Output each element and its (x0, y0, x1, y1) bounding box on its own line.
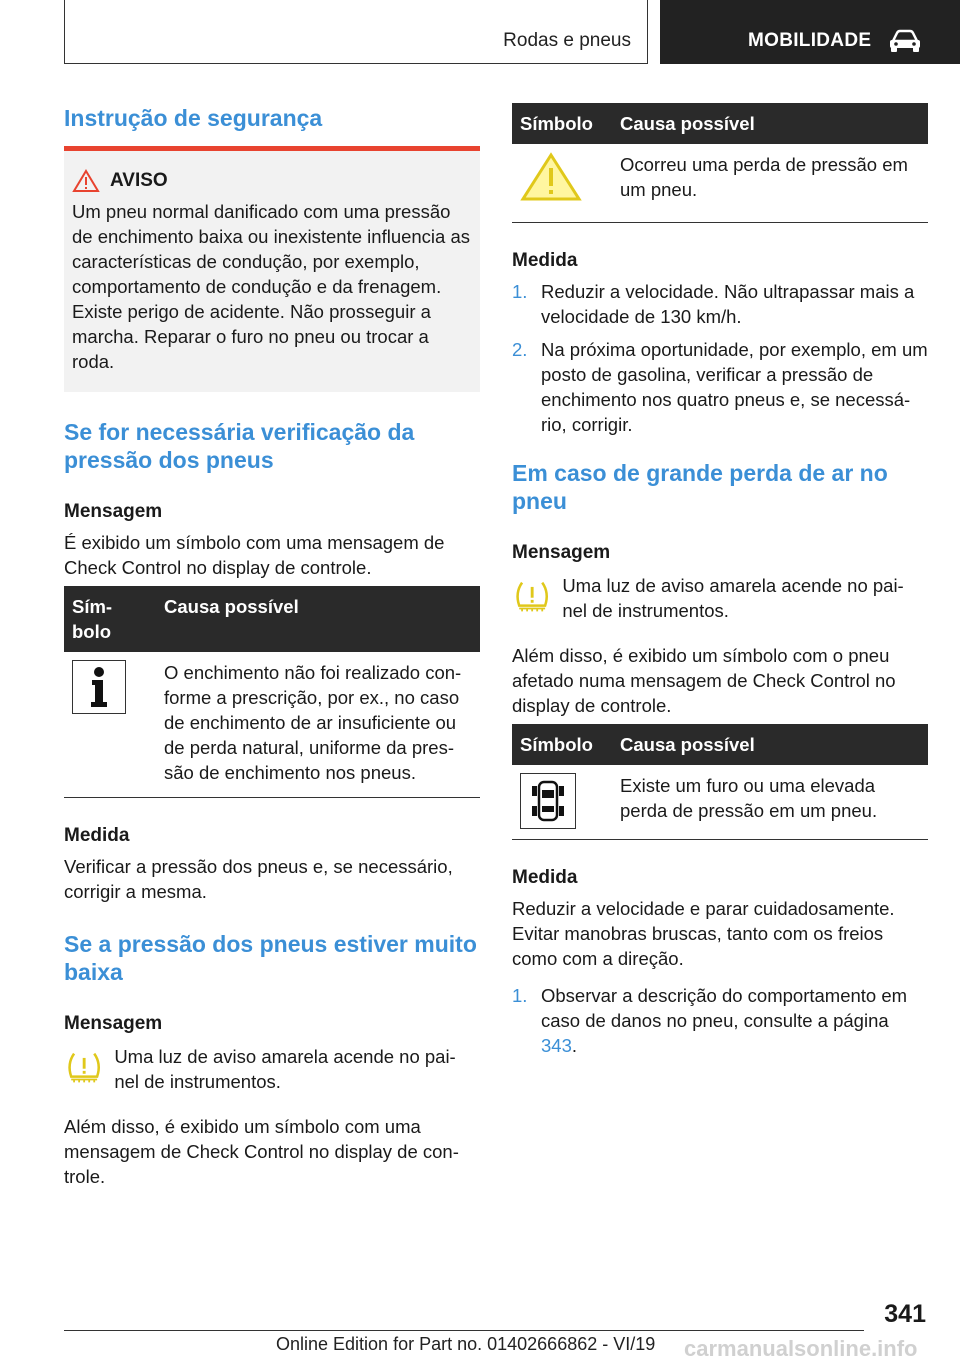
header-chapter-title: MOBILIDADE (748, 30, 872, 51)
safety-title: Instrução de segurança (64, 105, 323, 131)
watermark: carmanualsonline.info (684, 1336, 918, 1361)
right-column (512, 103, 928, 1066)
page-number: 341 (884, 1300, 926, 1328)
table-cell-cause: Ocorreu uma perda de pressão em um pneu. (612, 144, 928, 223)
tire-pressure-warning-icon (64, 1044, 104, 1092)
warning-text: Um pneu normal danificado com uma pressão de enchimento baixa ou inexistente influencia as características de condução, por exemplo, comportamento de condução e da frenagem. Existe perigo de acidente. Não prosseguir a marcha. Reparar o furo no pneu ou trocar a roda. (72, 201, 471, 372)
car-icon (888, 29, 922, 53)
measure-text: Verificar a pressão dos pneus e, se necessário, corrigir a mesma. (64, 856, 453, 902)
measure-heading: Medida (64, 825, 130, 846)
tire-pressure-warning-icon (512, 573, 552, 621)
list-item: 2. Na próxima oportunidade, por exemplo, em um posto de gasolina, verificar a pressão de enchimento nos quatro pneus e, se necessá-rio, corrigir. (512, 339, 928, 435)
table-header-symbol: Símbolo (512, 724, 612, 765)
page-link[interactable]: 343 (541, 1035, 572, 1056)
section-title-pressure-check: Se for necessária verificação da pressão dos pneus (64, 419, 415, 473)
table-header-cause: Causa possível (156, 586, 480, 652)
measure-steps (512, 983, 928, 1058)
warning-triangle-icon (72, 169, 100, 193)
table-header-symbol: Sím-bolo (64, 586, 156, 652)
warning-light-text: Uma luz de aviso amarela acende no pai-nel de instrumentos. (114, 1046, 456, 1092)
left-column (64, 100, 480, 1189)
warning-box (64, 146, 480, 392)
table-header-symbol: Símbolo (512, 103, 612, 144)
car-tires-icon (520, 773, 576, 829)
message-heading: Mensagem (64, 501, 163, 522)
info-icon (72, 660, 126, 714)
table-cell-cause: O enchimento não foi realizado con-forme a prescrição, por ex., no caso de enchimento de ar insuficiente ou de perda natural, uniforme da pres-são de enchimento nos pneus. (156, 652, 480, 798)
message-text: É exibido um símbolo com uma mensagem de Check Control no display de controle. (64, 532, 445, 578)
symbol-table (64, 586, 480, 798)
table-row (512, 144, 928, 223)
warning-light-text: Uma luz de aviso amarela acende no pai-nel de instrumentos. (562, 575, 904, 621)
table-row (64, 652, 480, 798)
message-heading: Mensagem (512, 542, 611, 563)
extra-text: Além disso, é exibido um símbolo com o pneu afetado numa mensagem de Check Control no display de controle. (512, 645, 896, 716)
header-chapter-tab[interactable] (660, 0, 960, 64)
footer-divider (64, 1330, 864, 1331)
section-title-low-pressure: Se a pressão dos pneus estiver muito baixa (64, 931, 477, 985)
measure-steps (512, 279, 928, 437)
table-cell-cause: Existe um furo ou uma elevada perda de pressão em um pneu. (612, 765, 928, 840)
extra-text: Além disso, é exibido um símbolo com uma mensagem de Check Control no display de con-trole. (64, 1116, 459, 1187)
list-item: 1. Reduzir a velocidade. Não ultrapassar mais a velocidade de 130 km/h. (512, 281, 915, 327)
warning-triangle-icon (520, 152, 582, 202)
table-row (512, 765, 928, 840)
symbol-table (512, 103, 928, 223)
table-header-cause: Causa possível (612, 724, 928, 765)
footer-edition: Online Edition for Part no. 01402666862 - VI/19 (276, 1334, 656, 1354)
symbol-table (512, 724, 928, 840)
measure-heading: Medida (512, 867, 578, 888)
section-title-air-loss: Em caso de grande perda de ar no pneu (512, 460, 888, 514)
header-section-box (64, 0, 648, 64)
warning-label: AVISO (110, 170, 168, 191)
list-item: 1. Observar a descrição do comportamento em caso de danos no pneu, consulte a página 343. (512, 985, 908, 1056)
message-heading: Mensagem (64, 1013, 163, 1034)
measure-heading: Medida (512, 250, 578, 271)
measure-text: Reduzir a velocidade e parar cuidadosamente. Evitar manobras bruscas, tanto com os freios como com a direção. (512, 898, 895, 969)
table-header-cause: Causa possível (612, 103, 928, 144)
header-section-title: Rodas e pneus (503, 30, 631, 51)
